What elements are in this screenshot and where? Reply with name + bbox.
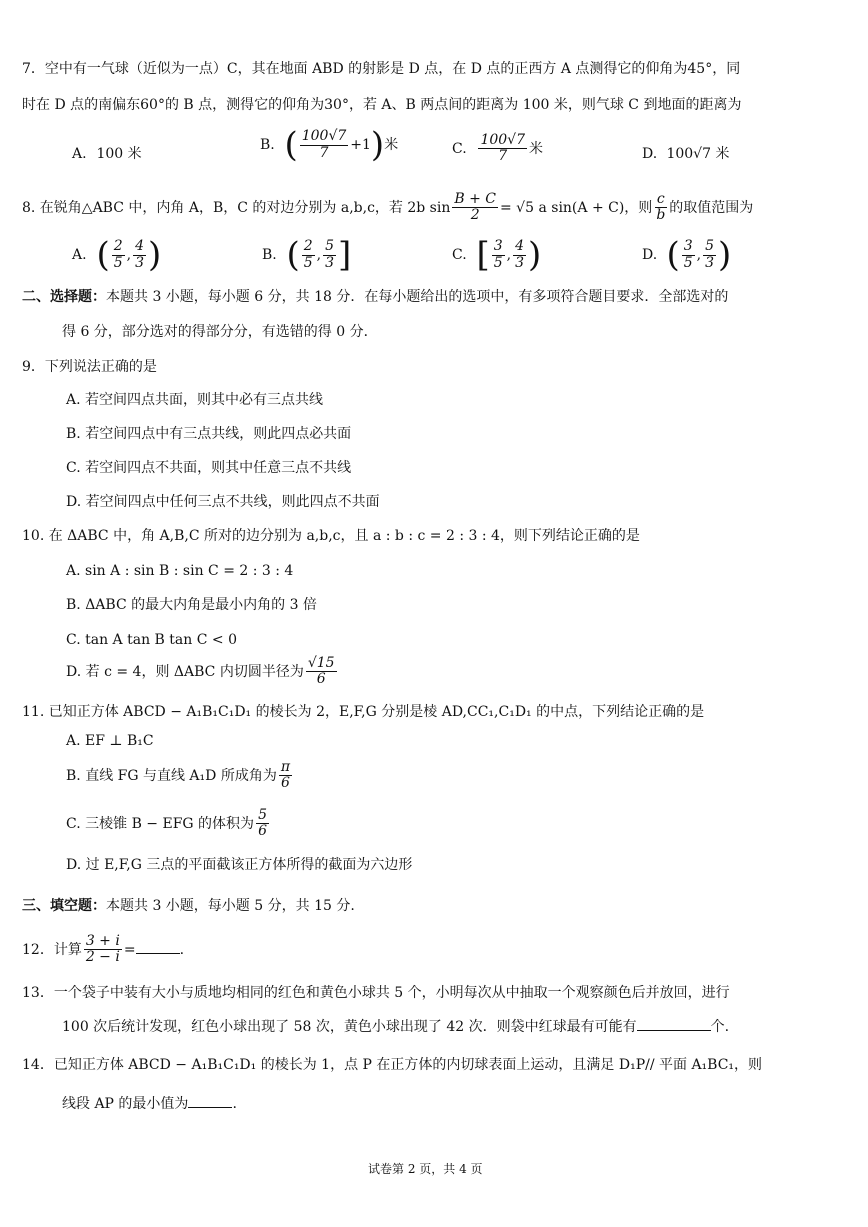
q10-option-c: C. tan A tan B tan C < 0: [66, 632, 237, 648]
q11-stem: 11. 已知正方体 ABCD − A₁B₁C₁D₁ 的棱长为 2，E,F,G 分别是棱 AD,CC₁,C₁D₁ 的中点，下列结论正确的是: [22, 704, 705, 720]
stem-end: .: [179, 941, 185, 958]
q14-line1: 14．已知正方体 ABCD − A₁B₁C₁D₁ 的棱长为 1，点 P 在正方体的内切球表面上运动，且满足 D₁P// 平面 A₁BC₁，则: [22, 1057, 763, 1073]
q9-stem: 9．下列说法正确的是: [22, 359, 157, 375]
q10-option-d: [66, 656, 339, 688]
option-label: B.: [262, 247, 277, 263]
q8-option-a: A. ( $\frac{2}{5}$ , $\frac{4}{3}$ ): [72, 235, 162, 275]
denominator: 5: [113, 254, 123, 271]
left-bracket: [: [476, 235, 490, 275]
q10-option-a: A. sin A : sin B : sin C = 2 : 3 : 4: [66, 563, 294, 579]
numerator: 5: [258, 807, 267, 823]
option-label: A.: [72, 247, 87, 263]
fraction: [279, 760, 292, 792]
denominator: 6: [316, 671, 326, 688]
fraction: [84, 934, 122, 966]
fraction: [300, 129, 349, 161]
stem-end: 个.: [710, 1019, 730, 1035]
stem-end: .: [232, 1096, 237, 1112]
q13-line2: [62, 1019, 729, 1036]
q8-option-b: B. ( $\frac{2}{5}$ , $\frac{5}{3}$ ]: [262, 235, 352, 275]
page-footer: 试卷第 2 页，共 4 页: [368, 1162, 483, 1176]
denominator: 5: [683, 254, 693, 271]
denominator: 2: [470, 207, 480, 224]
fraction: [654, 192, 667, 224]
numerator: 3: [683, 238, 693, 255]
fraction: [513, 239, 526, 271]
q7-line1: 7．空中有一气球（近似为一点）C，其在地面 ABD 的射影是 D 点，在 D 点的正西方 A 点测得它的仰角为45°，同: [22, 61, 741, 77]
stem-text: 100 次后统计发现，红色小球出现了 58 次，黄色小球出现了 42 次．则袋中红球最有可能有: [62, 1019, 637, 1035]
numerator: 100√7: [301, 128, 347, 145]
section-desc: 本题共 3 小题，每小题 6 分，共 18 分．在每小题给出的选项中，有多项符合题目要求．全部选对的: [106, 289, 729, 305]
q7-option-c: [452, 133, 543, 165]
numerator: 5: [705, 238, 715, 255]
denominator: 7: [498, 148, 508, 165]
unit: 米: [529, 140, 544, 157]
denominator: 3: [135, 254, 145, 271]
q13-line1: 13．一个袋子中装有大小与质地均相同的红色和黄色小球共 5 个，小明每次从中抽取一个观察颜色后并放回，进行: [22, 985, 730, 1001]
q7-line2: 时在 D 点的南偏东60°的 B 点，测得它的仰角为30°，若 A、B 两点间的距离为 100 米，则气球 C 到地面的距离为: [22, 97, 742, 113]
fraction: [112, 239, 125, 271]
equals-sign: =: [123, 941, 136, 958]
stem-suffix: 的取值范围为: [669, 199, 754, 216]
numerator: c: [656, 191, 665, 207]
fraction: [306, 656, 337, 688]
unit: 米: [384, 137, 399, 153]
section-title: 二、选择题：: [22, 289, 106, 305]
q7-option-d: [642, 146, 729, 163]
option-label: D.: [642, 247, 658, 263]
numerator: 4: [135, 238, 145, 255]
fraction: [133, 239, 146, 271]
denominator: 3: [515, 254, 525, 271]
answer-blank[interactable]: [136, 953, 180, 954]
q8-stem: [22, 192, 753, 224]
denominator: 6: [258, 823, 267, 840]
q7-option-b: [260, 125, 399, 165]
left-paren: (: [666, 235, 680, 275]
option-prefix: C. 三棱锥 B − EFG 的体积为: [66, 815, 255, 832]
option-label: D.: [642, 146, 658, 162]
q8-option-d: D. ( $\frac{3}{5}$ , $\frac{5}{3}$ ): [642, 235, 732, 275]
q8-option-c: C. [ $\frac{3}{5}$ , $\frac{4}{3}$ ): [452, 235, 542, 275]
right-paren: ): [370, 125, 385, 165]
option-text: 100√7 米: [666, 146, 730, 162]
q9-option-d: D. 若空间四点中任何三点不共线，则此四点不共面: [66, 494, 380, 510]
right-bracket: ]: [338, 235, 352, 275]
left-paren: (: [284, 125, 298, 165]
left-paren: (: [96, 235, 110, 275]
option-tail: +1: [350, 137, 371, 153]
q11-option-d: D. 过 E,F,G 三点的平面截该正方体所得的截面为六边形: [66, 857, 413, 873]
denominator: 7: [319, 144, 329, 161]
q7-option-a: [72, 146, 142, 163]
numerator: π: [280, 759, 291, 775]
option-label: A.: [72, 146, 87, 162]
section-3-header: [22, 898, 355, 915]
q11-option-c: [66, 808, 271, 840]
denominator: 2 − i: [85, 949, 120, 966]
q11-option-b: [66, 760, 294, 792]
fraction: [703, 239, 716, 271]
stem-middle: = √5 a sin(A + C)，则: [500, 199, 653, 216]
option-prefix: B. 直线 FG 与直线 A₁D 所成角为: [66, 767, 277, 784]
q9-option-b: B. 若空间四点中有三点共线，则此四点必共面: [66, 426, 352, 442]
section-2-desc-line2: 得 6 分，部分选对的得部分分，有选错的得 0 分．: [62, 324, 378, 340]
q9-option-c: C. 若空间四点不共面，则其中任意三点不共线: [66, 460, 352, 476]
numerator: 2: [113, 238, 123, 255]
section-title: 三、填空题：: [22, 898, 106, 914]
section-desc: 本题共 3 小题，每小题 5 分，共 15 分.: [106, 898, 355, 914]
stem-prefix: 8. 在锐角△ABC 中，内角 A，B，C 的对边分别为 a,b,c，若 2b sin: [22, 199, 451, 216]
right-paren: ): [148, 235, 162, 275]
denominator: 5: [303, 254, 313, 271]
option-label: B.: [260, 137, 275, 153]
answer-blank[interactable]: [188, 1107, 232, 1108]
q11-option-a: A. EF ⊥ B₁C: [66, 733, 154, 749]
q10-stem: 10. 在 ΔABC 中，角 A,B,C 所对的边分别为 a,b,c，且 a : b : c = 2 : 3 : 4，则下列结论正确的是: [22, 528, 640, 544]
numerator: B + C: [454, 191, 496, 207]
stem-text: 线段 AP 的最小值为: [62, 1096, 189, 1112]
numerator: 3 + i: [85, 933, 120, 949]
q9-option-a: A. 若空间四点共面，则其中必有三点共线: [66, 392, 324, 408]
option-label: C.: [452, 247, 467, 263]
right-paren: ): [528, 235, 542, 275]
option-prefix: D. 若 c = 4，则 ΔABC 内切圆半径为: [66, 663, 304, 680]
q12-stem: [22, 934, 184, 966]
left-paren: (: [286, 235, 300, 275]
denominator: 5: [493, 254, 503, 271]
denominator: 6: [280, 775, 290, 792]
fraction: [478, 133, 527, 165]
numerator: 2: [303, 238, 313, 255]
stem-prefix: 12．计算: [22, 941, 82, 958]
answer-blank[interactable]: [637, 1030, 711, 1031]
denominator: 3: [705, 254, 715, 271]
fraction: [302, 239, 315, 271]
numerator: 3: [493, 238, 503, 255]
numerator: √15: [307, 655, 335, 671]
section-2-header: [22, 289, 728, 306]
fraction: [492, 239, 505, 271]
option-text: 100 米: [96, 146, 142, 162]
q14-line2: [62, 1096, 237, 1113]
denominator: 3: [325, 254, 335, 271]
fraction: [452, 192, 498, 224]
fraction: [682, 239, 695, 271]
option-label: C.: [452, 140, 467, 157]
numerator: 100√7: [480, 132, 526, 148]
denominator: b: [656, 207, 666, 224]
numerator: 5: [325, 238, 335, 255]
q10-option-b: B. ΔABC 的最大内角是最小内角的 3 倍: [66, 597, 317, 613]
right-paren: ): [718, 235, 732, 275]
numerator: 4: [515, 238, 525, 255]
fraction: [323, 239, 336, 271]
fraction: [256, 808, 269, 840]
